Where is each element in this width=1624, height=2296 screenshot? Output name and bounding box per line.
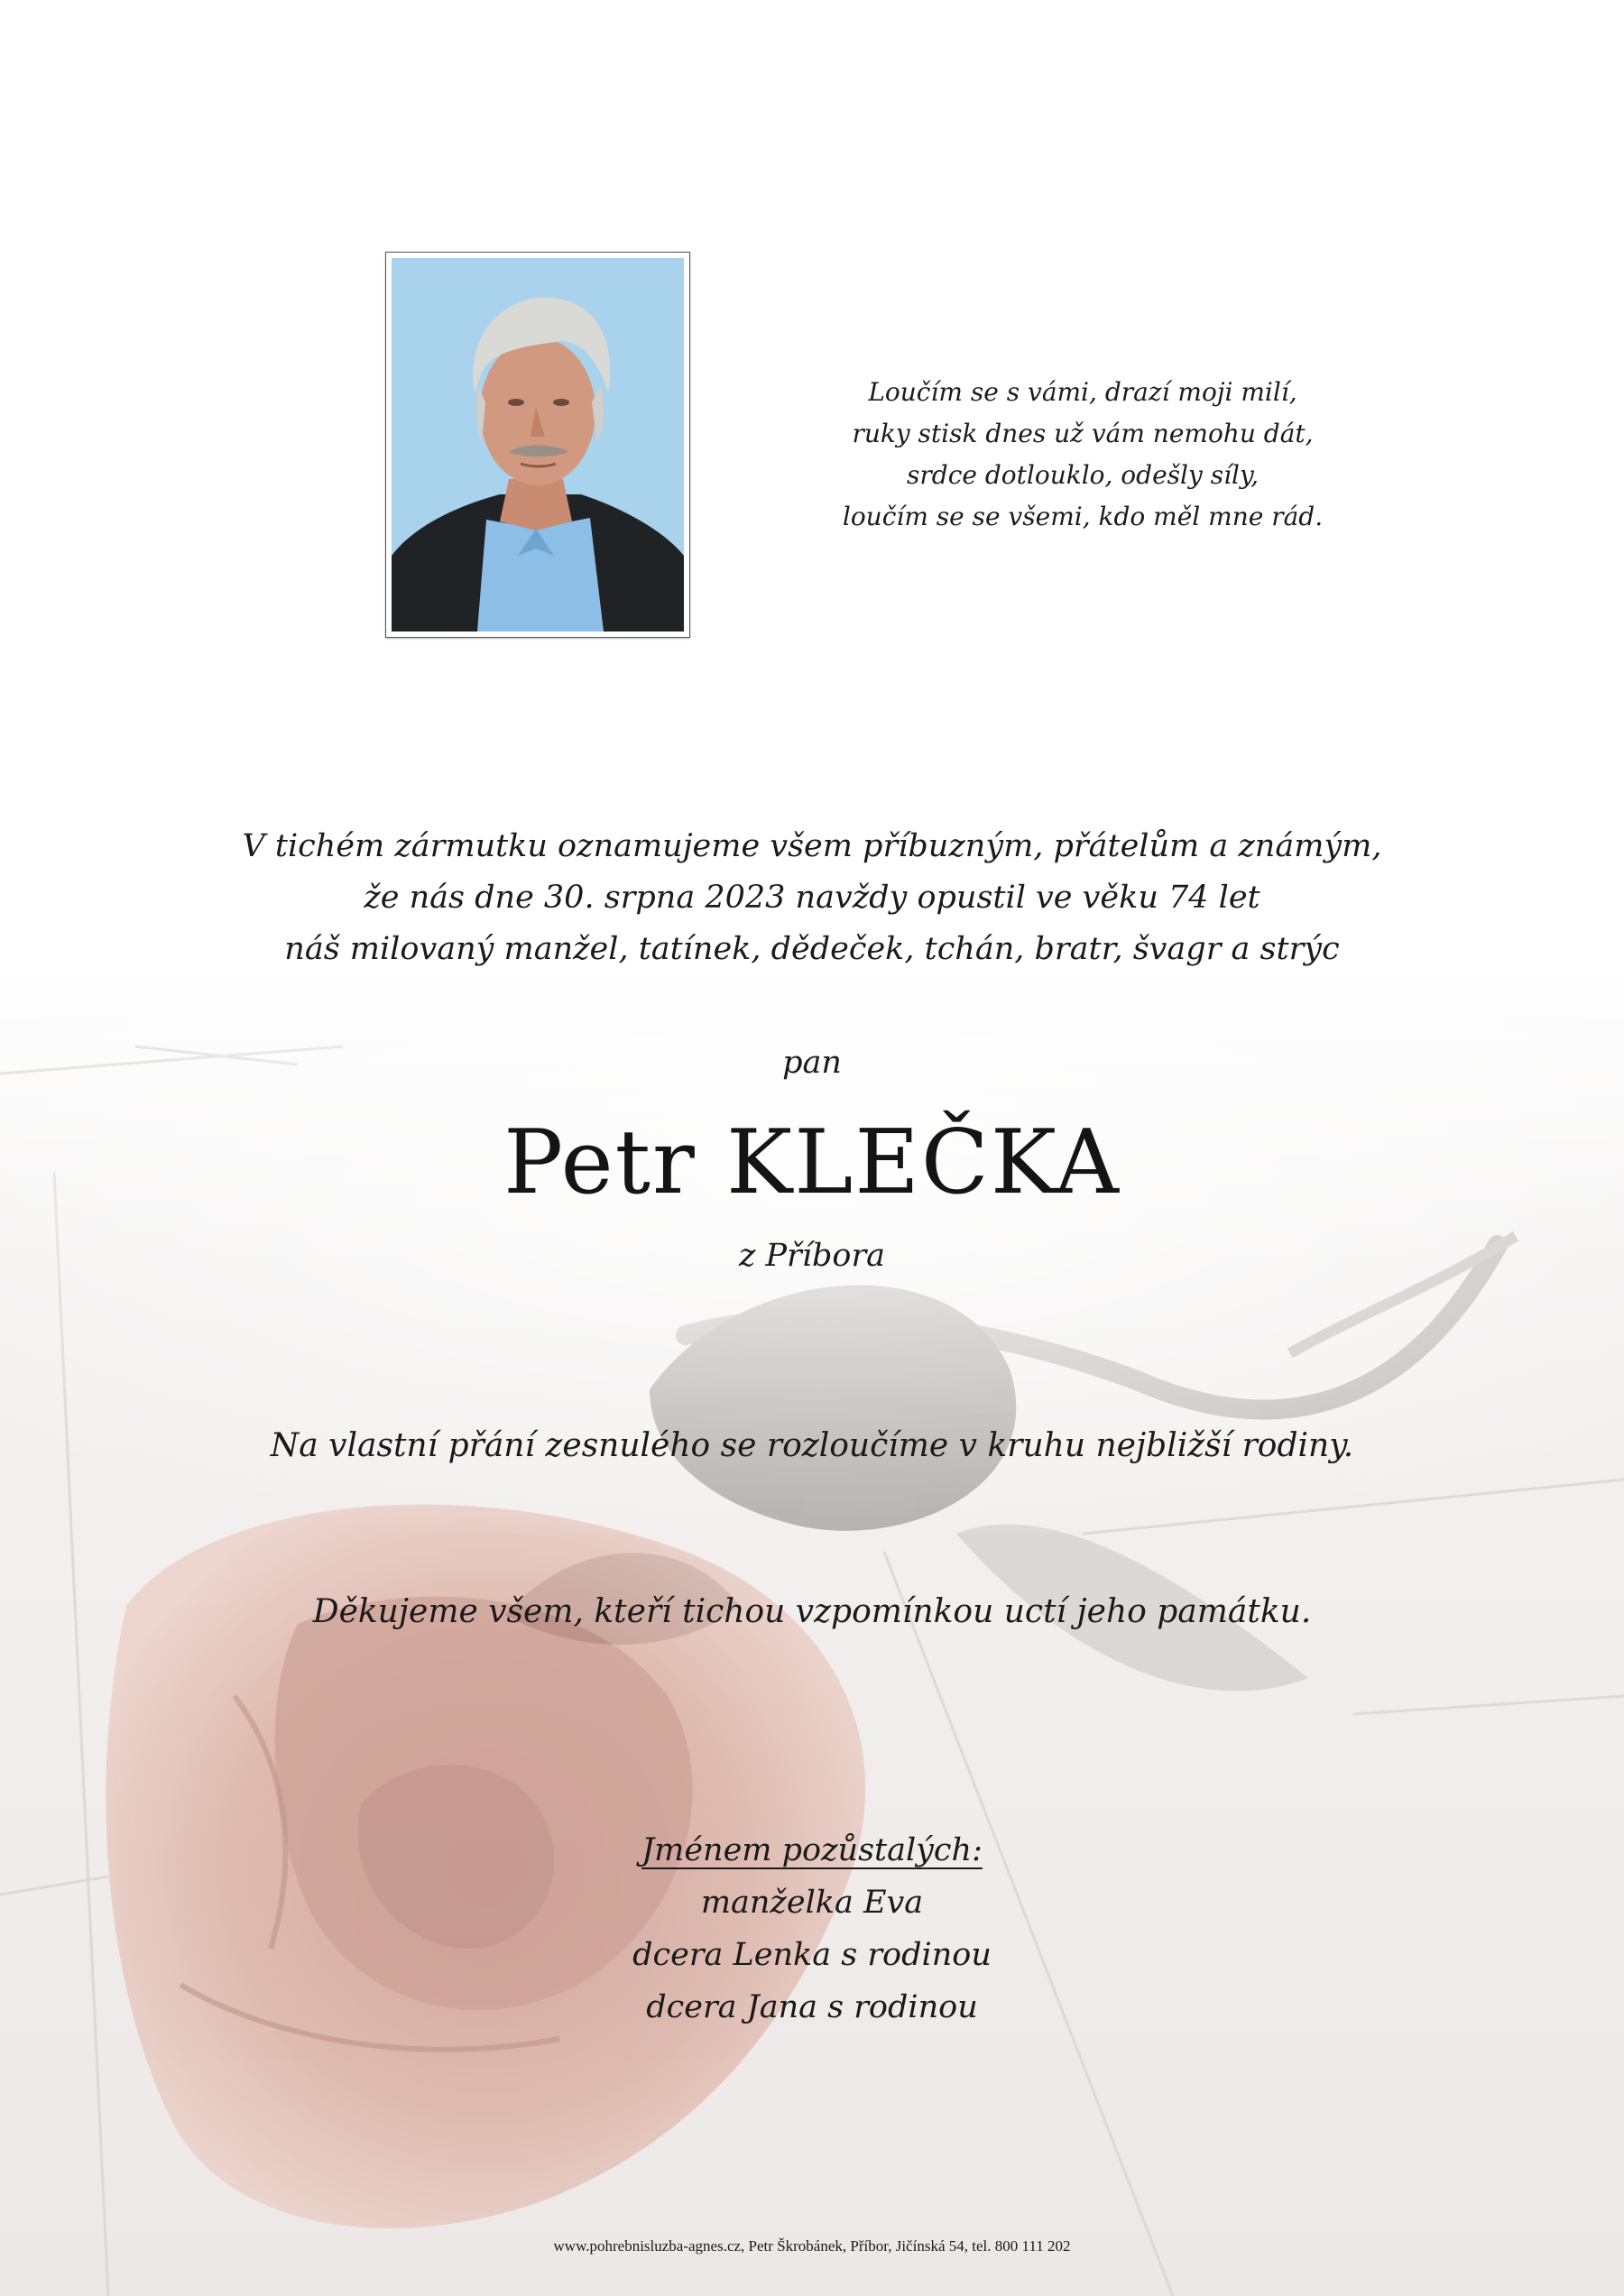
portrait-image xyxy=(392,258,684,632)
thanks-text: Děkujeme všem, kteří tichou vzpomínkou uctí jeho památku. xyxy=(312,1593,1312,1630)
deceased-origin: z Příbora xyxy=(738,1238,886,1274)
survivor-name: manželka Eva xyxy=(700,1885,924,1921)
farewell-poem xyxy=(812,372,1353,538)
portrait-photo xyxy=(385,252,690,638)
funeral-service-footer: www.pohrebnisluzba-agnes.cz, Petr Škrobánek, Příbor, Jičínská 54, tel. 800 111 202 xyxy=(553,2237,1071,2255)
survivor-name: dcera Lenka s rodinou xyxy=(632,1937,992,1973)
poem-line: srdce dotlouklo, odešly síly, xyxy=(907,460,1259,490)
poem-line: loučím se se všemi, kdo měl mne rád. xyxy=(842,502,1324,531)
poem-line: Loučím se s vámi, drazí moji milí, xyxy=(868,377,1297,407)
survivor-name: dcera Jana s rodinou xyxy=(646,1989,978,2025)
death-announcement xyxy=(180,821,1444,975)
announcement-line: náš milovaný manžel, tatínek, dědeček, tchán, bratr, švagr a strýc xyxy=(284,931,1340,967)
deceased-title: pan xyxy=(782,1045,842,1081)
survivors-block xyxy=(568,1824,1056,2033)
funeral-wish-text: Na vlastní přání zesnulého se rozloučíme v kruhu nejbližší rodiny. xyxy=(270,1427,1354,1464)
announcement-line: V tichém zármutku oznamujeme všem příbuzným, přátelům a známým, xyxy=(242,828,1382,864)
poem-line: ruky stisk dnes už vám nemohu dát, xyxy=(852,419,1314,448)
survivors-heading: Jménem pozůstalých: xyxy=(641,1832,983,1868)
deceased-name: Petr KLEČKA xyxy=(503,1111,1121,1214)
announcement-line: že nás dne 30. srpna 2023 navždy opustil ve věku 74 let xyxy=(364,880,1260,916)
